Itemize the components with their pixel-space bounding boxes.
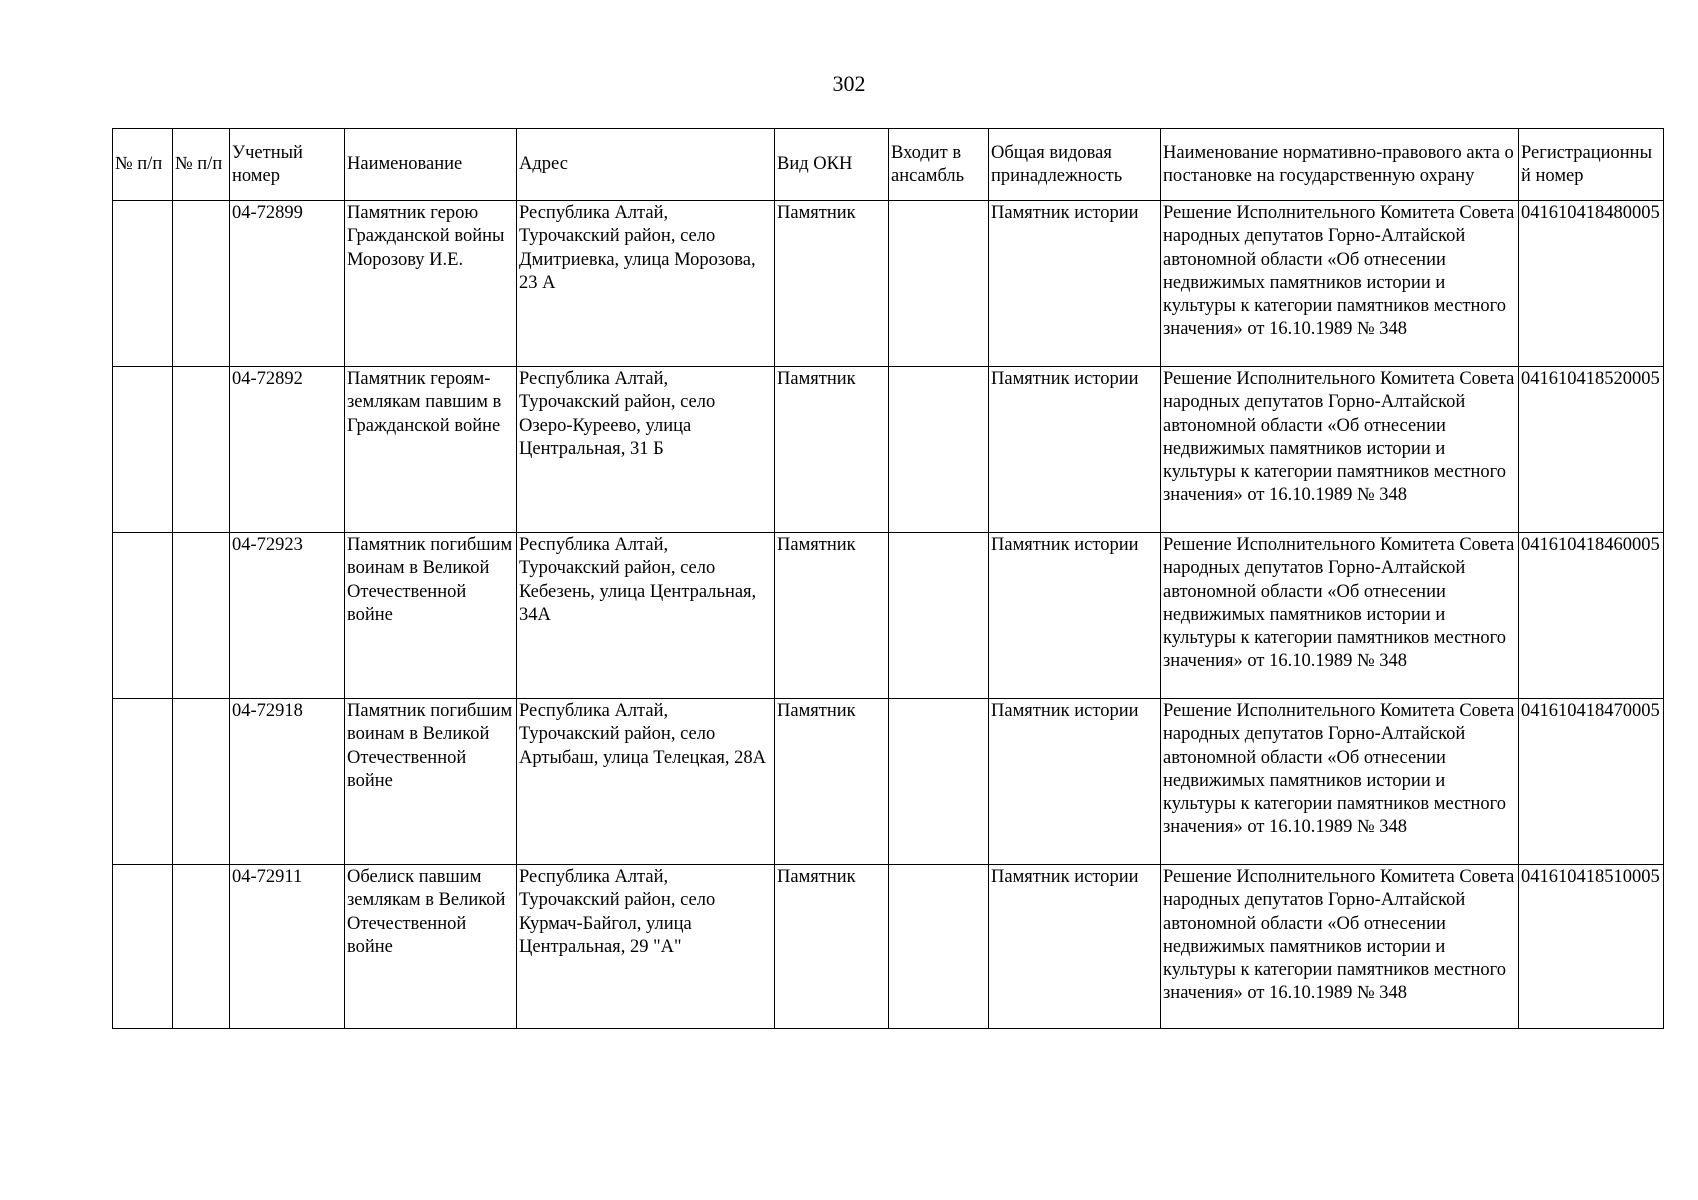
cell-category: Памятник истории — [989, 533, 1161, 699]
cell-name: Памятник герою Гражданской войны Морозову И.Е. — [345, 201, 517, 367]
cell-name: Памятник героям-землякам павшим в Гражданской войне — [345, 367, 517, 533]
cell-address: Республика Алтай, Турочакский район, село Озеро-Куреево, улица Центральная, 31 Б — [517, 367, 775, 533]
cell-num-1 — [113, 533, 173, 699]
cell-category: Памятник истории — [989, 865, 1161, 1029]
cell-account-number: 04-72911 — [230, 865, 345, 1029]
cell-okn-type: Памятник — [775, 699, 889, 865]
cell-legal-act: Решение Исполнительного Комитета Совета народных депутатов Горно-Алтайской автономной области «Об отнесении недвижимых памятников истории и культуры к категории памятников местного значения» от 16.10.1989 № 348 — [1161, 865, 1519, 1029]
table-row — [113, 865, 1664, 1029]
cell-num-2 — [173, 699, 230, 865]
cell-okn-type: Памятник — [775, 533, 889, 699]
cell-address: Республика Алтай, Турочакский район, село Дмитриевка, улица Морозова, 23 А — [517, 201, 775, 367]
cell-name: Памятник погибшим воинам в Великой Отечественной войне — [345, 533, 517, 699]
table-row — [113, 201, 1664, 367]
cell-address: Республика Алтай, Турочакский район, село Артыбаш, улица Телецкая, 28А — [517, 699, 775, 865]
cell-num-2 — [173, 367, 230, 533]
cell-num-1 — [113, 699, 173, 865]
header-address: Адрес — [517, 129, 775, 201]
cell-num-1 — [113, 865, 173, 1029]
cell-ensemble — [889, 201, 989, 367]
header-category: Общая видовая принадлежность — [989, 129, 1161, 201]
table-row — [113, 367, 1664, 533]
cell-okn-type: Памятник — [775, 367, 889, 533]
table-row — [113, 699, 1664, 865]
cell-ensemble — [889, 699, 989, 865]
cell-reg-number: 041610418520005 — [1519, 367, 1664, 533]
cell-address: Республика Алтай, Турочакский район, село Курмач-Байгол, улица Центральная, 29 "А" — [517, 865, 775, 1029]
cell-account-number: 04-72918 — [230, 699, 345, 865]
header-account-number: Учетный номер — [230, 129, 345, 201]
cell-category: Памятник истории — [989, 201, 1161, 367]
header-name: Наименование — [345, 129, 517, 201]
cell-num-2 — [173, 865, 230, 1029]
cell-category: Памятник истории — [989, 699, 1161, 865]
cell-reg-number: 041610418480005 — [1519, 201, 1664, 367]
cell-category: Памятник истории — [989, 367, 1161, 533]
header-legal-act: Наименование нормативно-правового акта о постановке на государственную охрану — [1161, 129, 1519, 201]
cell-address: Республика Алтай, Турочакский район, село Кебезень, улица Центральная, 34А — [517, 533, 775, 699]
cell-num-1 — [113, 367, 173, 533]
cell-legal-act: Решение Исполнительного Комитета Совета народных депутатов Горно-Алтайской автономной области «Об отнесении недвижимых памятников истории и культуры к категории памятников местного значения» от 16.10.1989 № 348 — [1161, 699, 1519, 865]
table-row — [113, 533, 1664, 699]
cell-num-2 — [173, 201, 230, 367]
cell-account-number: 04-72923 — [230, 533, 345, 699]
header-num-1: № п/п — [113, 129, 173, 201]
cell-okn-type: Памятник — [775, 201, 889, 367]
page-number: 302 — [832, 71, 866, 96]
cell-legal-act: Решение Исполнительного Комитета Совета народных депутатов Горно-Алтайской автономной области «Об отнесении недвижимых памятников истории и культуры к категории памятников местного значения» от 16.10.1989 № 348 — [1161, 533, 1519, 699]
header-num-2: № п/п — [173, 129, 230, 201]
cell-reg-number: 041610418470005 — [1519, 699, 1664, 865]
cell-name: Памятник погибшим воинам в Великой Отечественной войне — [345, 699, 517, 865]
cell-reg-number: 041610418460005 — [1519, 533, 1664, 699]
cell-num-2 — [173, 533, 230, 699]
cell-ensemble — [889, 367, 989, 533]
cell-name: Обелиск павшим землякам в Великой Отечественной войне — [345, 865, 517, 1029]
cell-ensemble — [889, 533, 989, 699]
header-okn-type: Вид ОКН — [775, 129, 889, 201]
cell-okn-type: Памятник — [775, 865, 889, 1029]
cell-account-number: 04-72899 — [230, 201, 345, 367]
cell-legal-act: Решение Исполнительного Комитета Совета народных депутатов Горно-Алтайской автономной области «Об отнесении недвижимых памятников истории и культуры к категории памятников местного значения» от 16.10.1989 № 348 — [1161, 201, 1519, 367]
heritage-registry-table — [112, 128, 1664, 1029]
cell-num-1 — [113, 201, 173, 367]
table-header-row — [113, 129, 1664, 201]
header-ensemble: Входит в ансамбль — [889, 129, 989, 201]
cell-legal-act: Решение Исполнительного Комитета Совета народных депутатов Горно-Алтайской автономной области «Об отнесении недвижимых памятников истории и культуры к категории памятников местного значения» от 16.10.1989 № 348 — [1161, 367, 1519, 533]
header-reg-number: Регистрационный номер — [1519, 129, 1664, 201]
cell-reg-number: 041610418510005 — [1519, 865, 1664, 1029]
cell-account-number: 04-72892 — [230, 367, 345, 533]
cell-ensemble — [889, 865, 989, 1029]
